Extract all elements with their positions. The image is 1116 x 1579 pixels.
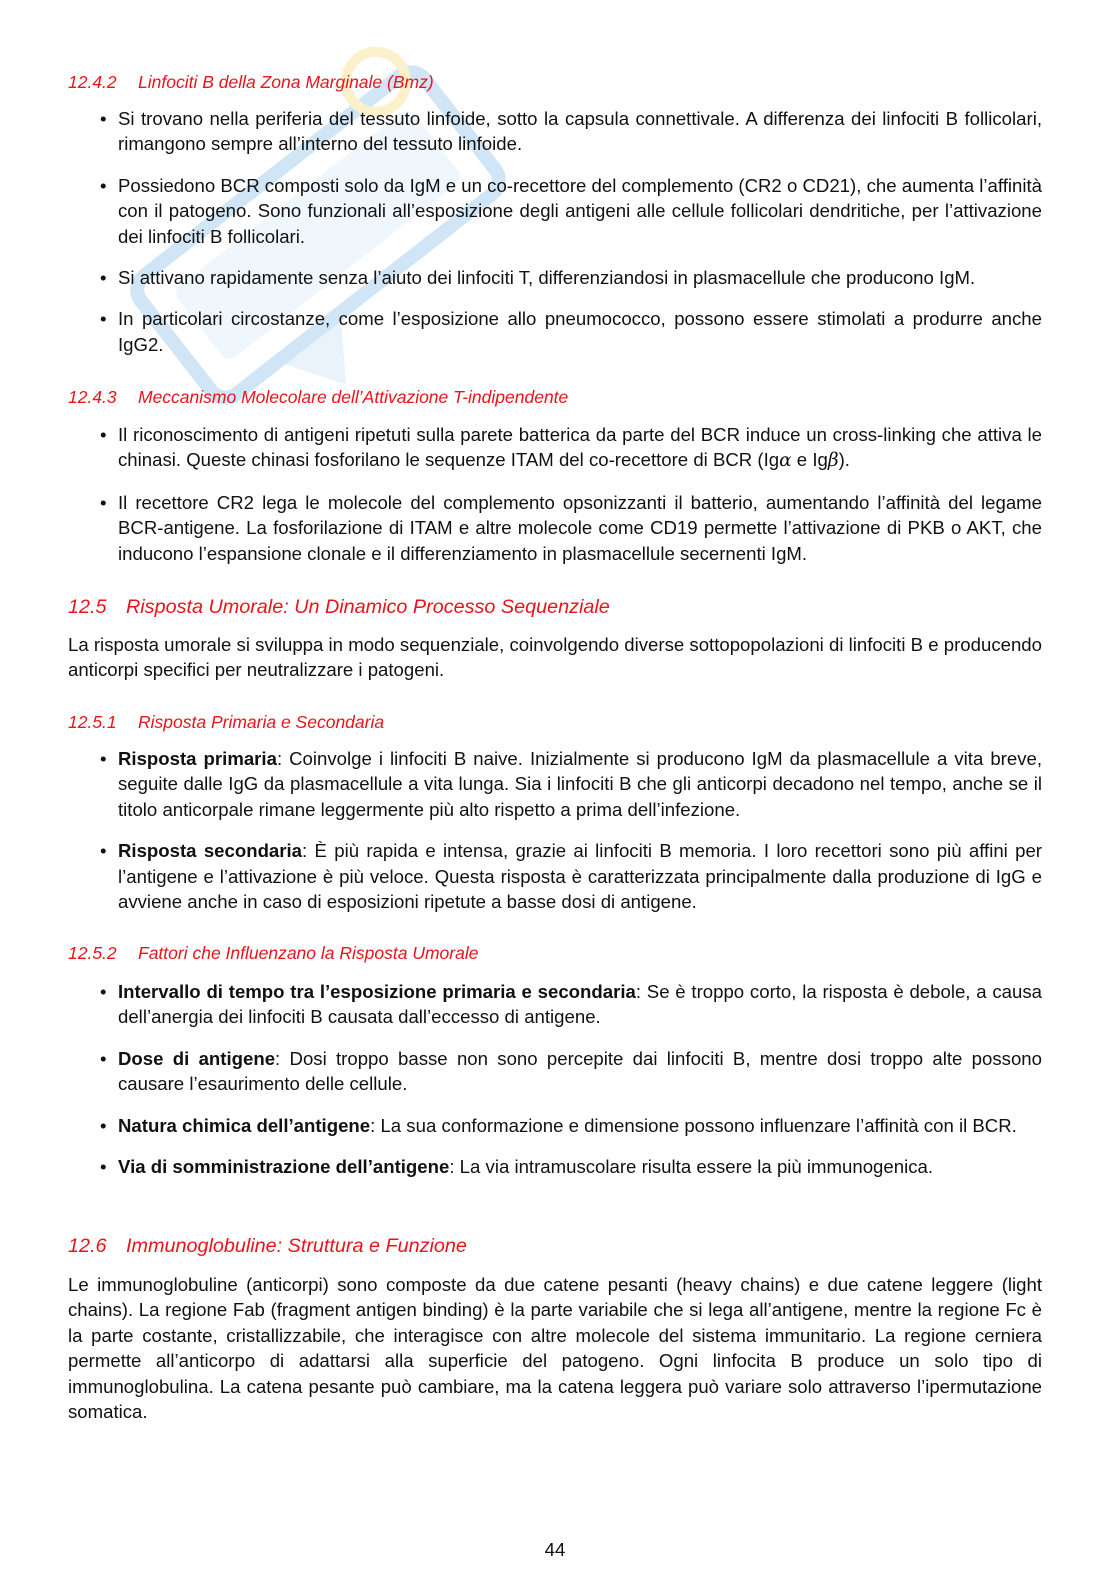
list-item-text: Il recettore CR2 lega le molecole del complemento opsonizzanti il batterio, aumentando l’affinità del legame BCR-antigene. La fosforilazione di ITAM e altre molecole come CD19 permette l’attivazione di PKB o AKT, che inducono l’espansione clonale e il differenziamento in plasmacellule secernenti IgM. [118, 491, 1042, 564]
list-item-text: In particolari circostanze, come l’esposizione allo pneumococco, possono essere stimolati a produrre anche IgG2. [118, 308, 1042, 355]
list-item-text: Si attivano rapidamente senza l’aiuto dei linfociti T, differenziandosi in plasmacellule che producono IgM. [118, 267, 976, 289]
section-number: 12.5.1 [68, 712, 117, 732]
list-item-text: Il riconoscimento di antigeni ripetuti sulla parete batterica da parte del BCR induce un cross-linking che attiva le chinasi. Queste chinasi fosforilano le sequenze ITAM del co-recettore di BCR (Ig [118, 424, 1042, 471]
heading-12-5 [68, 595, 1042, 619]
list-item-term: Intervallo di tempo tra l’esposizione primaria e secondaria [118, 981, 636, 1002]
beta-symbol: β [827, 450, 839, 472]
list-item-term: Dose di antigene [118, 1047, 276, 1069]
list-item-text: : La sua conformazione e dimensione possono influenzare l’affinità con il BCR. [370, 1114, 1017, 1136]
paragraph-risposta-umorale: La risposta umorale si sviluppa in modo sequenziale, coinvolgendo diverse sottopopolazioni di linfociti B e producendo anticorpi specifici per neutralizzare i patogeni. [68, 634, 1042, 681]
bullet-icon: • [100, 1047, 107, 1069]
bullet-icon: • [100, 174, 107, 196]
heading-12-6 [68, 1234, 1042, 1258]
section-title: Meccanismo Molecolare dell’Attivazione T-indipendente [138, 387, 569, 407]
bullet-icon: • [100, 267, 107, 289]
list-item [68, 106, 1042, 157]
list-item [68, 1046, 1042, 1097]
heading-12-4-3 [68, 386, 1042, 408]
heading-12-4-2 [68, 71, 1042, 93]
list-item [68, 838, 1042, 914]
list-item [68, 306, 1042, 357]
heading-12-5-1 [68, 711, 1042, 733]
bullet-icon: • [100, 108, 107, 129]
list-item [68, 265, 1042, 290]
list-item-term: Risposta primaria [118, 748, 277, 769]
list-item [68, 1154, 1042, 1179]
list-item [68, 173, 1042, 249]
bullet-list-risposta [68, 746, 1042, 930]
section-number: 12.5 [68, 596, 107, 618]
list-item-text: : La via intramuscolare risulta essere la più immunogenica. [449, 1156, 934, 1178]
section-title: Immunoglobuline: Struttura e Funzione [126, 1235, 467, 1257]
section-number: 12.4.3 [68, 387, 117, 407]
document-page [68, 0, 1042, 1579]
bullet-icon: • [100, 981, 107, 1002]
bullet-icon: • [100, 748, 107, 769]
paragraph-immunoglobuline: Le immunoglobuline (anticorpi) sono composte da due catene pesanti (heavy chains) e due catene leggere (light chains). La regione Fab (fragment antigen binding) è la parte variabile che si lega all’antigene, mentre la regione Fc è la parte costante, cristallizzabile, che interagisce con altre molecole del sistema immunitario. La regione cerniera permette all’anticorpo di adattarsi alla superficie del patogeno. Ogni linfocita B produce un solo tipo di immunoglobulina. La catena pesante può cambiare, ma la catena leggera può variare solo attraverso l’ipermutazione somatica. [68, 1274, 1042, 1423]
section-title: Linfociti B della Zona Marginale (Bmz) [138, 72, 434, 92]
list-item [68, 746, 1042, 822]
list-item [68, 422, 1042, 474]
list-item-text: Possiedono BCR composti solo da IgM e un co-recettore del complemento (CR2 o CD21), che aumenta l’affinità con il patogeno. Sono funzionali all’esposizione degli antigeni alle cellule follicolari dendritiche, per l’attivazione dei linfociti B follicolari. [118, 174, 1042, 247]
heading-12-5-2 [68, 942, 1042, 964]
list-item-term: Via di somministrazione dell’antigene [118, 1156, 450, 1178]
list-item-term: Natura chimica dell’antigene [118, 1114, 371, 1136]
section-number: 12.5.2 [68, 943, 117, 963]
section-title: Risposta Primaria e Secondaria [138, 712, 385, 732]
list-item [68, 1113, 1042, 1138]
list-item-term: Risposta secondaria [118, 840, 303, 862]
bullet-icon: • [100, 1114, 107, 1136]
list-item-text: e Ig [791, 449, 828, 471]
section-title: Risposta Umorale: Un Dinamico Processo Sequenziale [126, 596, 610, 618]
alpha-symbol: α [779, 450, 792, 472]
list-item-text: : Se è troppo corto, la risposta è debole, a causa dell’anergia dei linfociti B causata dall’eccesso di antigene. [118, 981, 1042, 1028]
list-item [68, 979, 1042, 1030]
bullet-list-bmz [68, 106, 1042, 373]
bullet-icon: • [100, 308, 107, 330]
bullet-icon: • [100, 840, 107, 862]
section-number: 12.6 [68, 1235, 107, 1257]
section-number: 12.4.2 [68, 72, 117, 92]
section-title: Fattori che Influenzano la Risposta Umorale [138, 943, 479, 963]
bullet-list-fattori [68, 979, 1042, 1195]
bullet-icon: • [100, 424, 107, 445]
list-item-text: : Coinvolge i linfociti B naive. Inizialmente si producono IgM da plasmacellule a vita breve, seguite dalle IgG da plasmacellule a vita lunga. Sia i linfociti B che gli anticorpi decadono nel tempo, anche se il titolo anticorpale rimane leggermente più alto rispetto a prima dell’infezione. [118, 748, 1042, 820]
page-number: 44 [544, 1539, 566, 1560]
list-item [68, 490, 1042, 566]
bullet-list-t-independent [68, 422, 1042, 582]
bullet-icon: • [100, 491, 107, 513]
bullet-icon: • [100, 1156, 107, 1178]
list-item-text: ). [838, 449, 850, 471]
list-item-text: : È più rapida e intensa, grazie ai linfociti B memoria. I loro recettori sono più affini per l’antigene e l’attivazione è più veloce. Questa risposta è caratterizzata principalmente dalla produzione di IgG e avviene anche in caso di esposizioni ripetute a basse dosi di antigene. [118, 840, 1043, 913]
list-item-text: : Dosi troppo basse non sono percepite dai linfociti B, mentre dosi troppo alte possono causare l’esaurimento delle cellule. [118, 1047, 1042, 1095]
list-item-text: Si trovano nella periferia del tessuto linfoide, sotto la capsula connettivale. A differenza dei linfociti B follicolari, rimangono sempre all’interno del tessuto linfoide. [118, 108, 1042, 155]
